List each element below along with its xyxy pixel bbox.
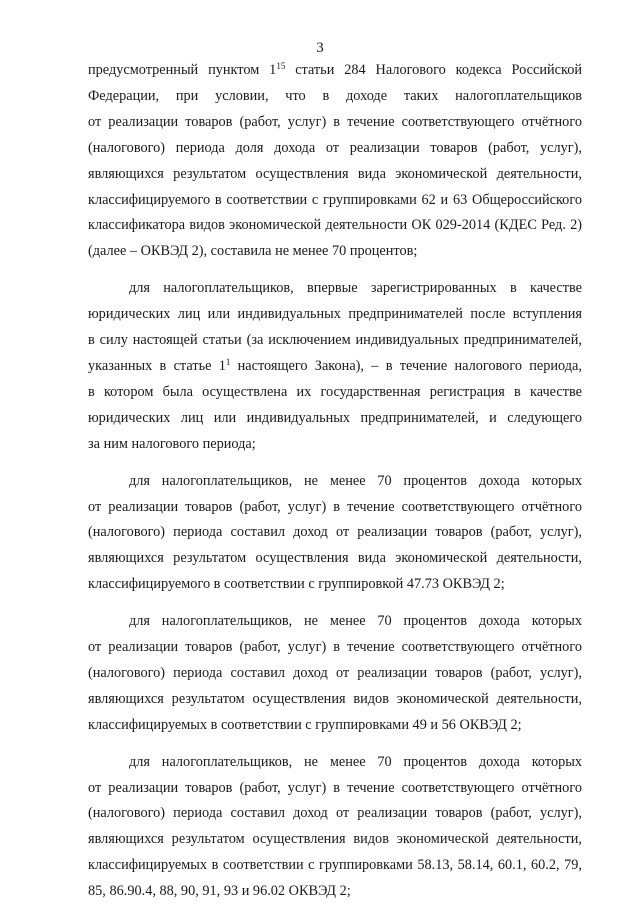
paragraph	[88, 750, 582, 905]
text-run: для налогоплательщиков, не менее 70 процентов дохода которых	[129, 472, 582, 489]
text-run: (налогового) периода составил доход от реализации товаров (работ, услуг),	[88, 664, 582, 681]
text-line	[88, 520, 582, 546]
page-number: 3	[316, 40, 324, 56]
text-line	[88, 879, 582, 905]
text-line	[88, 776, 582, 802]
text-line	[88, 687, 582, 713]
paragraph	[88, 469, 582, 599]
text-run: являющихся результатом осуществления видов экономической деятельности,	[88, 831, 582, 848]
text-line	[88, 750, 582, 776]
text-line	[88, 635, 582, 661]
text-run: (далее – ОКВЭД 2), составила не менее 70 процентов;	[88, 243, 418, 260]
text-line	[88, 609, 582, 635]
text-line	[88, 801, 582, 827]
text-line	[88, 495, 582, 521]
text-line	[88, 546, 582, 572]
text-run: за ним налогового периода;	[88, 435, 256, 452]
text-run: указанных в статье 1	[88, 357, 226, 374]
text-line	[88, 239, 582, 265]
text-run: 85, 86.90.4, 88, 90, 91, 93 и 96.02 ОКВЭД 2;	[88, 883, 351, 900]
paragraph	[88, 276, 582, 457]
text-line	[88, 432, 582, 458]
text-run: являющихся результатом осуществления вида экономической деятельности,	[88, 550, 582, 567]
text-line	[88, 162, 582, 188]
text-run: для налогоплательщиков, не менее 70 процентов дохода которых	[129, 753, 582, 770]
text-run: являющихся результатом осуществления видов экономической деятельности,	[88, 690, 582, 707]
text-run: от реализации товаров (работ, услуг) в течение соответствующего отчётного	[88, 113, 582, 130]
text-run: от реализации товаров (работ, услуг) в течение соответствующего отчётного	[88, 639, 582, 656]
document-body	[88, 58, 582, 916]
paragraph	[88, 609, 582, 739]
text-run: классифицируемых в соответствии с группировками 49 и 56 ОКВЭД 2;	[88, 716, 522, 733]
text-line	[88, 380, 582, 406]
text-line	[88, 302, 582, 328]
superscript: 1	[225, 356, 231, 367]
text-run: от реализации товаров (работ, услуг) в течение соответствующего отчётного	[88, 779, 582, 796]
text-run: для налогоплательщиков, впервые зарегистрированных в качестве	[129, 280, 582, 297]
text-run: (налогового) периода доля дохода от реализации товаров (работ, услуг),	[88, 139, 582, 156]
text-run: классифицируемого в соответствии с группировкой 47.73 ОКВЭД 2;	[88, 576, 505, 593]
text-line	[88, 713, 582, 739]
text-line	[88, 84, 582, 110]
text-run: (налогового) периода составил доход от реализации товаров (работ, услуг),	[88, 805, 582, 822]
text-line	[88, 469, 582, 495]
text-line	[88, 572, 582, 598]
superscript: 15	[276, 61, 286, 71]
text-line	[88, 328, 582, 354]
text-run: предусмотренный пунктом 1	[88, 62, 277, 78]
text-run: в котором была осуществлена их государственная регистрация в качестве	[88, 383, 582, 400]
text-line	[88, 213, 582, 239]
text-run: от реализации товаров (работ, услуг) в течение соответствующего отчётного	[88, 498, 582, 515]
text-line	[88, 110, 582, 136]
text-run: (налогового) периода составил доход от реализации товаров (работ, услуг),	[88, 524, 582, 541]
text-run: классификатора видов экономической деятельности ОК 029-2014 (КДЕС Ред. 2)	[88, 217, 582, 234]
text-run: являющихся результатом осуществления вида экономической деятельности,	[88, 165, 582, 182]
text-run: статьи 284 Налогового кодекса Российской	[285, 62, 582, 78]
text-line	[88, 406, 582, 432]
paragraph	[88, 58, 582, 265]
text-run: юридических лиц или индивидуальных предпринимателей, и следующего	[88, 409, 582, 426]
text-run: классифицируемого в соответствии с группировками 62 и 63 Общероссийского	[88, 191, 582, 208]
text-line	[88, 853, 582, 879]
text-run: Федерации, при условии, что в доходе таких налогоплательщиков	[88, 87, 582, 104]
text-run: в силу настоящей статьи (за исключением индивидуальных предпринимателей,	[88, 332, 582, 349]
text-run: юридических лиц или индивидуальных предпринимателей после вступления	[88, 306, 582, 323]
text-run: для налогоплательщиков, не менее 70 процентов дохода которых	[129, 613, 582, 630]
text-line	[88, 661, 582, 687]
text-line	[88, 354, 582, 380]
text-line	[88, 188, 582, 214]
text-run: настоящего Закона), – в течение налогового периода,	[230, 357, 582, 374]
text-line	[88, 276, 582, 302]
text-run: классифицируемых в соответствии с группировками 58.13, 58.14, 60.1, 60.2, 79,	[88, 857, 582, 874]
text-line	[88, 827, 582, 853]
text-line	[88, 58, 582, 84]
text-line	[88, 136, 582, 162]
